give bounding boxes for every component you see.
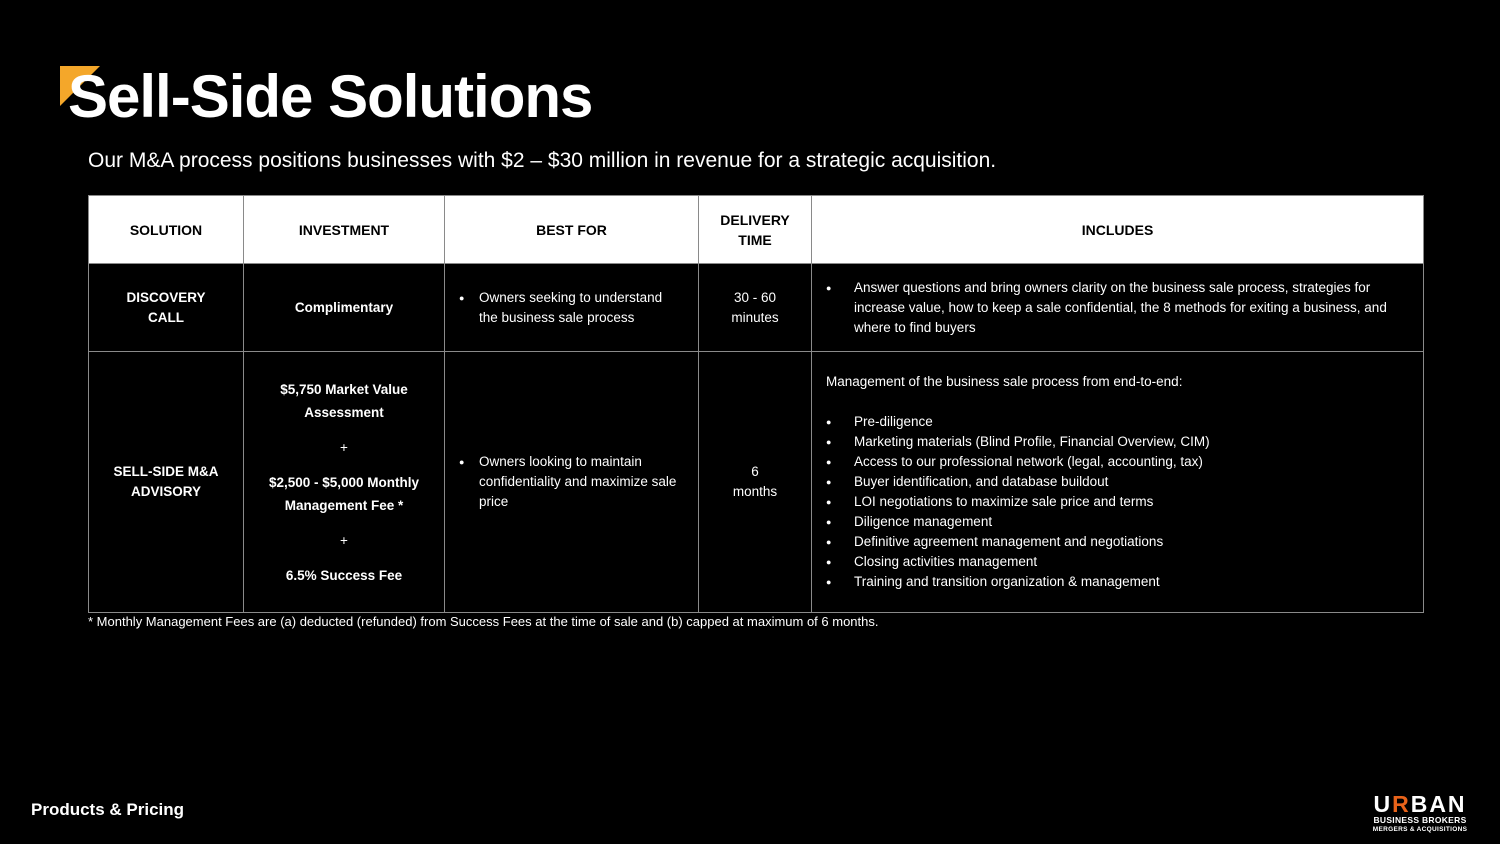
includes-cell — [812, 264, 1424, 352]
best-for-item: ● Owners seeking to understand the business sale process — [459, 288, 684, 328]
includes-item: ● Closing activities management — [826, 552, 1409, 572]
investment-cell — [244, 352, 445, 613]
includes-item: ● Pre-diligence — [826, 412, 1409, 432]
investment-assessment: $5,750 Market Value Assessment — [280, 381, 408, 420]
solution-name-line1: SELL-SIDE M&A — [113, 464, 219, 479]
delivery-cell — [699, 352, 812, 613]
delivery-cell — [699, 264, 812, 352]
best-for-cell — [445, 264, 699, 352]
investment-cell — [244, 264, 445, 352]
includes-item: ● Definitive agreement management and negotiations — [826, 532, 1409, 552]
investment-value: Complimentary — [294, 300, 394, 315]
logo-letters-b: BAN — [1410, 791, 1467, 817]
header-solution: SOLUTION — [89, 196, 244, 264]
investment-monthly-fee: $2,500 - $5,000 Monthly Management Fee * — [268, 474, 420, 513]
investment-plus: + — [340, 439, 348, 455]
includes-item: ● Buyer identification, and database buildout — [826, 472, 1409, 492]
best-for-item: ● Owners looking to maintain confidentiality and maximize sale price — [459, 452, 684, 512]
logo-wordmark — [1364, 793, 1476, 815]
header-delivery-time — [699, 196, 812, 264]
solution-name-line2: ADVISORY — [130, 484, 201, 499]
delivery-value: 30 - 60 — [733, 289, 777, 305]
delivery-unit: months — [732, 484, 778, 499]
company-logo — [1364, 793, 1476, 834]
includes-item: ● Answer questions and bring owners clarity on the business sale process, strategies for increase value, how to keep a sale confidential, the 8 methods for exiting a business, and where to find buyers — [826, 278, 1409, 338]
delivery-unit: minutes — [731, 309, 779, 325]
page-title: Sell-Side Solutions — [68, 63, 593, 130]
footnote: * Monthly Management Fees are (a) deducted (refunded) from Success Fees at the time of sale and (b) capped at maximum of 6 months. — [88, 614, 879, 629]
includes-item: ● Marketing materials (Blind Profile, Financial Overview, CIM) — [826, 432, 1409, 452]
best-for-cell — [445, 352, 699, 613]
includes-item: ● LOI negotiations to maximize sale price and terms — [826, 492, 1409, 512]
includes-item: ● Diligence management — [826, 512, 1409, 532]
header-includes: INCLUDES — [812, 196, 1424, 264]
logo-tagline: BUSINESS BROKERS — [1373, 815, 1467, 825]
header-delivery-line2: TIME — [738, 231, 772, 248]
delivery-value: 6 — [751, 464, 759, 479]
page-subtitle: Our M&A process positions businesses with $2 – $30 million in revenue for a strategic acquisition. — [88, 149, 997, 172]
investment-plus: + — [340, 532, 348, 548]
includes-cell — [812, 352, 1424, 613]
logo-subtagline: MERGERS & ACQUISITIONS — [1372, 826, 1468, 833]
includes-item: ● Access to our professional network (legal, accounting, tax) — [826, 452, 1409, 472]
solution-name-line1: DISCOVERY — [126, 289, 206, 305]
includes-item: ● Training and transition organization & management — [826, 572, 1409, 592]
header-best-for: BEST FOR — [445, 196, 699, 264]
header-delivery-line1: DELIVERY — [720, 211, 790, 228]
solution-name-line2: CALL — [148, 309, 184, 325]
footer-section-label: Products & Pricing — [31, 800, 185, 819]
investment-success-fee: 6.5% Success Fee — [285, 567, 403, 583]
includes-intro: Management of the business sale process from end-to-end: — [826, 374, 1183, 389]
logo-letter-accent: R — [1392, 791, 1411, 817]
header-investment: INVESTMENT — [244, 196, 445, 264]
logo-letters-a: U — [1373, 791, 1393, 817]
solution-cell — [89, 264, 244, 352]
solution-cell — [89, 352, 244, 613]
table-header-row — [89, 196, 1424, 264]
table-row — [89, 264, 1424, 352]
title-block — [60, 62, 592, 132]
pricing-table — [88, 195, 1424, 613]
table-row — [89, 352, 1424, 613]
